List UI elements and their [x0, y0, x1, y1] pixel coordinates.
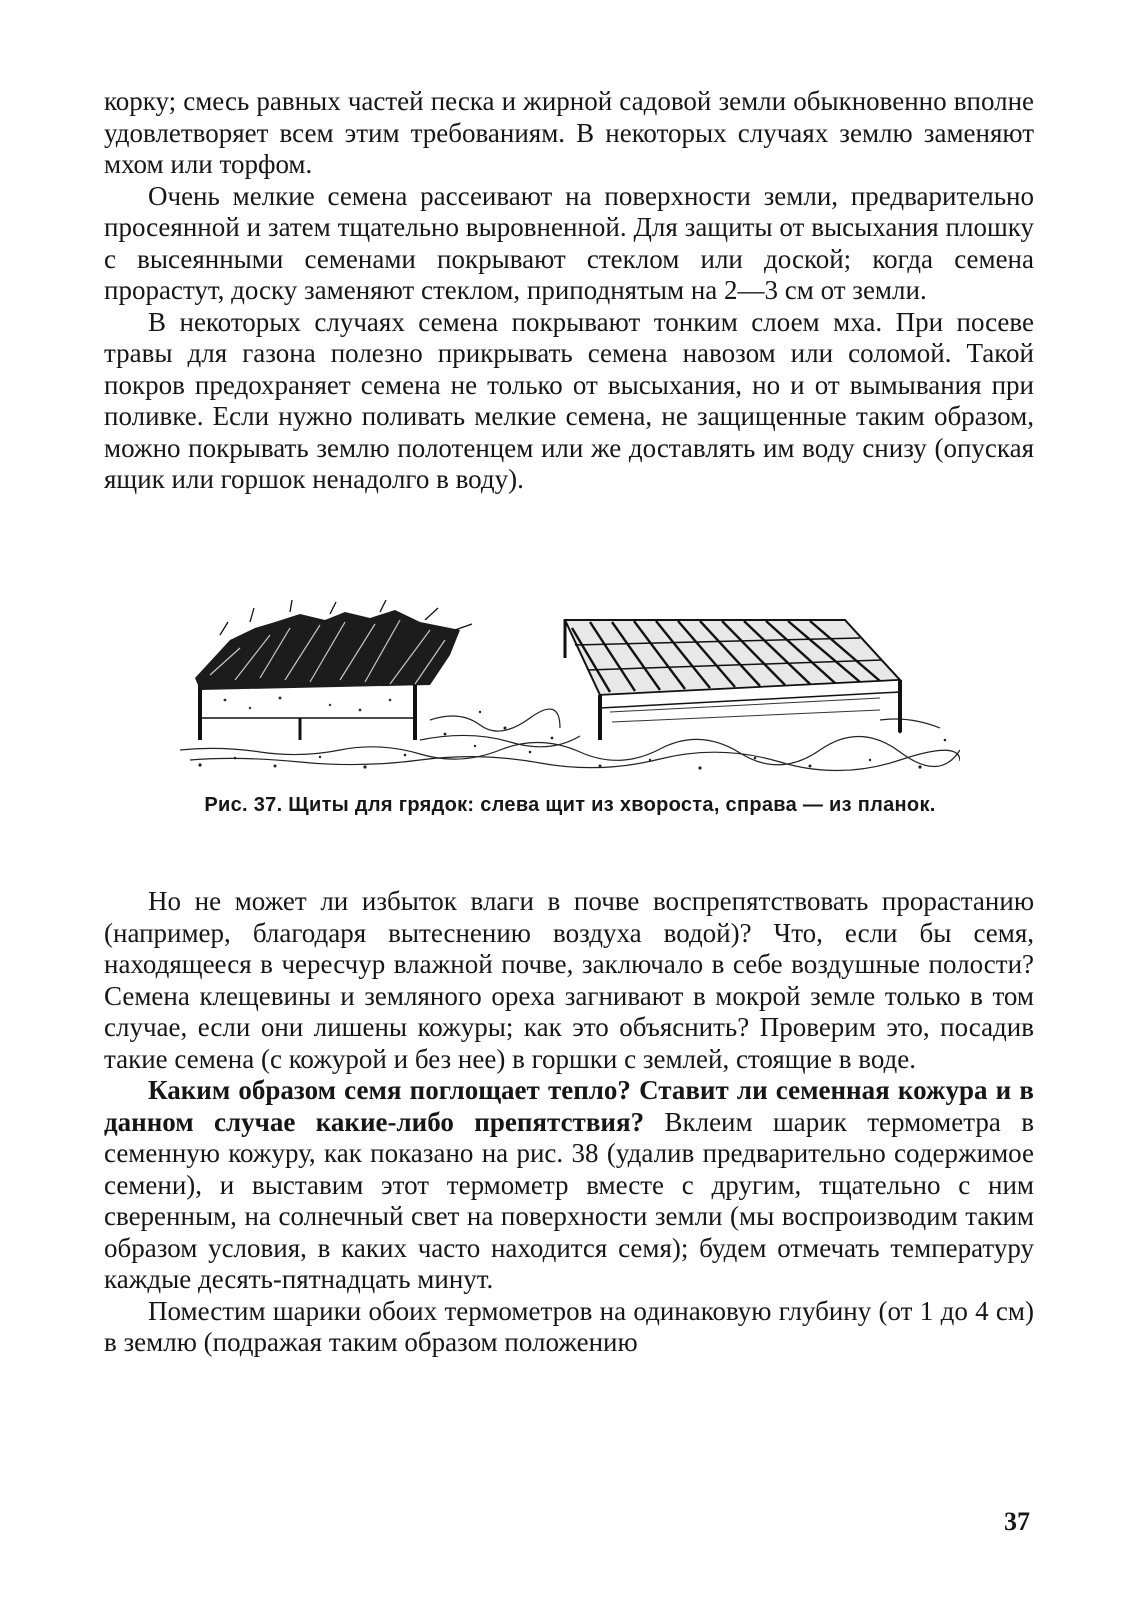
paragraph-thermometers: Поместим шарики обоих термометров на одинаковую глубину (от 1 до 4 см) в землю (подражая таким образом положению	[104, 1295, 1034, 1357]
figure-caption: Рис. 37. Щиты для грядок: слева щит из хвороста, справа — из планок.	[204, 794, 936, 816]
heat-question-bold: Каким образом семя поглощает тепло? Ставит ли семенная кожура и в данном случае какие-либо препятствия?	[104, 1075, 1034, 1137]
figure-37-bed-shields	[180, 600, 960, 775]
text-block-bottom	[104, 886, 1034, 1359]
bed-shields-illustration	[180, 600, 960, 775]
brushwood-shield	[195, 600, 472, 740]
paragraph-excess-moisture: Но не может ли избыток влаги в почве воспрепятствовать прорастанию (например, благодаря вытеснению воздуха водой)? Что, если бы семя, находящееся в чересчур влажной почве, заключало в себе воздушные полости? Семена клещевины и земляного ореха загнивают в мокрой земле только в том случае, если они лишены кожуры; как это объяснить? Проверим это, посадив такие семена (с кожурой и без нее) в горшки с землей, стоящие в воде.	[104, 886, 1034, 1074]
page-number: 37	[1004, 1507, 1030, 1536]
heat-experiment-text: Вклеим шарик термометра в семенную кожуру, как показано на рис. 38 (удалив предварительно содержимое семени), и выставим этот термометр вместе с другим, тщательно с ним сверенным, на солнечный свет на поверхности земли (мы воспроизводим таким образом условия, в каких часто находится семя); будем отмечать температуру каждые десять-пятнадцать минут.	[104, 1106, 1034, 1294]
paragraph-continuation: корку; смесь равных частей песка и жирной садовой земли обыкновенно вполне удовлетворяет всем этим требованиям. В некоторых случаях землю заменяют мхом или торфом.	[104, 86, 1034, 179]
paragraph-fine-seeds: Очень мелкие семена рассеивают на поверхности земли, предварительно просеянной и затем тщательно выровненной. Для защиты от высыхания плошку с высеянными семенами покрывают стеклом или доской; когда семена прорастут, доску заменяют стеклом, приподнятым на 2—3 см от земли.	[104, 180, 1034, 305]
paragraph-heat-absorption	[104, 1075, 1034, 1296]
paragraph-seed-covering: В некоторых случаях семена покрывают тонким слоем мха. При посеве травы для газона полезно прикрывать семена навозом или соломой. Такой покров предохраняет семена не только от высыхания, но и от вымывания при поливке. Если нужно поливать мелкие семена, не защищенные таким образом, можно покрывать землю полотенцем или же доставлять им воду снизу (опуская ящик или горшок ненадолго в воду).	[104, 306, 1034, 494]
text-block-top	[104, 86, 1034, 496]
slat-shield	[565, 620, 900, 740]
